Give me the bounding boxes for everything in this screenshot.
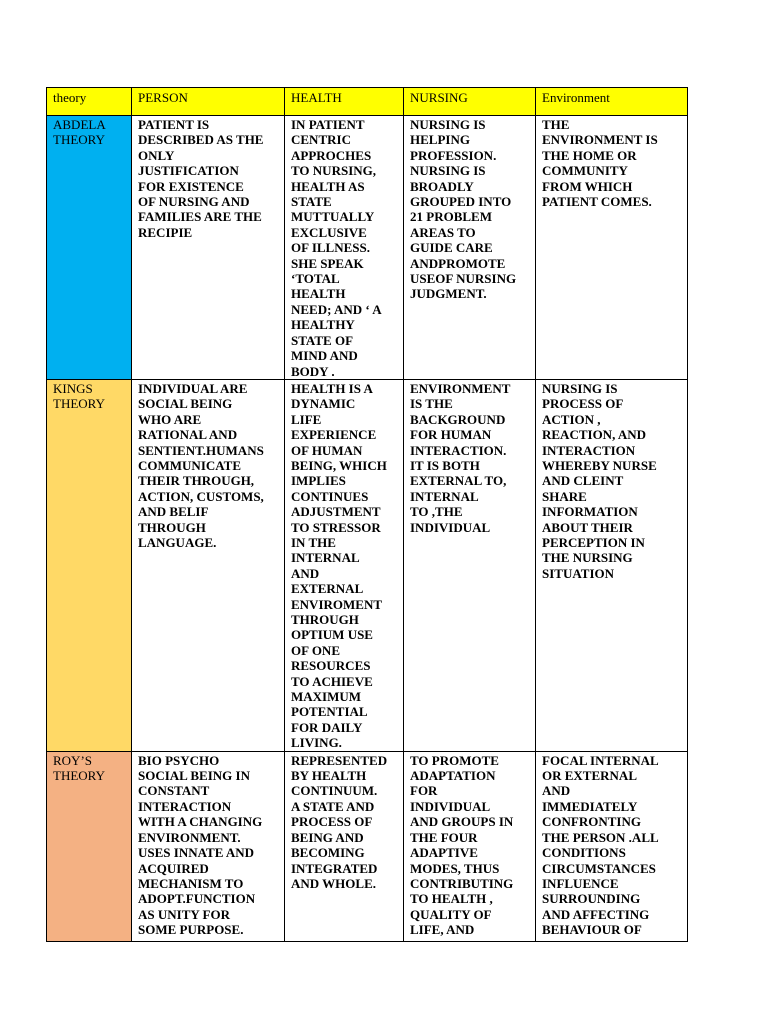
person-cell: PATIENT IS DESCRIBED AS THE ONLY JUSTIFICATION FOR EXISTENCE OF NURSING AND FAMILIES ARE THE RECIPIE: [132, 116, 285, 380]
header-person: PERSON: [132, 88, 285, 116]
theory-name-cell: ABDELA THEORY: [47, 116, 132, 380]
environment-cell: FOCAL INTERNAL OR EXTERNAL AND IMMEDIATELY CONFRONTING THE PERSON .ALL CONDITIONS CIRCUMSTANCES INFLUENCE SURROUNDING AND AFFECTING BEHAVIOUR OF: [536, 751, 688, 941]
table-row: [47, 751, 688, 941]
person-cell: BIO PSYCHO SOCIAL BEING IN CONSTANT INTERACTION WITH A CHANGING ENVIRONMENT. USES INNATE AND ACQUIRED MECHANISM TO ADOPT.FUNCTION AS UNITY FOR SOME PURPOSE.: [132, 751, 285, 941]
theory-name-cell: ROY’S THEORY: [47, 751, 132, 941]
person-cell: INDIVIDUAL ARE SOCIAL BEING WHO ARE RATIONAL AND SENTIENT.HUMANS COMMUNICATE THEIR THROUGH, ACTION, CUSTOMS, AND BELIF THROUGH LANGUAGE.: [132, 379, 285, 751]
header-environment: Environment: [536, 88, 688, 116]
table-row: [47, 116, 688, 380]
health-cell: IN PATIENT CENTRIC APPROCHES TO NURSING, HEALTH AS STATE MUTTUALLY EXCLUSIVE OF ILLNESS. SHE SPEAK ‘TOTAL HEALTH NEED; AND ‘ A HEALTHY STATE OF MIND AND BODY .: [285, 116, 404, 380]
nursing-cell: NURSING IS HELPING PROFESSION. NURSING IS BROADLY GROUPED INTO 21 PROBLEM AREAS TO GUIDE CARE ANDPROMOTE USEOF NURSING JUDGMENT.: [404, 116, 536, 380]
theory-name-cell: KINGS THEORY: [47, 379, 132, 751]
health-cell: REPRESENTED BY HEALTH CONTINUUM. A STATE AND PROCESS OF BEING AND BECOMING INTEGRATED AND WHOLE.: [285, 751, 404, 941]
health-cell: HEALTH IS A DYNAMIC LIFE EXPERIENCE OF HUMAN BEING, WHICH IMPLIES CONTINUES ADJUSTMENT TO STRESSOR IN THE INTERNAL AND EXTERNAL ENVIROMENT THROUGH OPTIUM USE OF ONE RESOURCES TO ACHIEVE MAXIMUM POTENTIAL FOR DAILY LIVING.: [285, 379, 404, 751]
header-health: HEALTH: [285, 88, 404, 116]
header-nursing: NURSING: [404, 88, 536, 116]
nursing-cell: ENVIRONMENT IS THE BACKGROUND FOR HUMAN INTERACTION. IT IS BOTH EXTERNAL TO, INTERNAL TO ,THE INDIVIDUAL: [404, 379, 536, 751]
table-row: [47, 379, 688, 751]
nursing-theory-table: [46, 87, 688, 942]
environment-cell: NURSING IS PROCESS OF ACTION , REACTION, AND INTERACTION WHEREBY NURSE AND CLEINT SHARE INFORMATION ABOUT THEIR PERCEPTION IN THE NURSING SITUATION: [536, 379, 688, 751]
header-theory: theory: [47, 88, 132, 116]
header-row: [47, 88, 688, 116]
environment-cell: THE ENVIRONMENT IS THE HOME OR COMMUNITY FROM WHICH PATIENT COMES.: [536, 116, 688, 380]
nursing-cell: TO PROMOTE ADAPTATION FOR INDIVIDUAL AND GROUPS IN THE FOUR ADAPTIVE MODES, THUS CONTRIBUTING TO HEALTH , QUALITY OF LIFE, AND: [404, 751, 536, 941]
